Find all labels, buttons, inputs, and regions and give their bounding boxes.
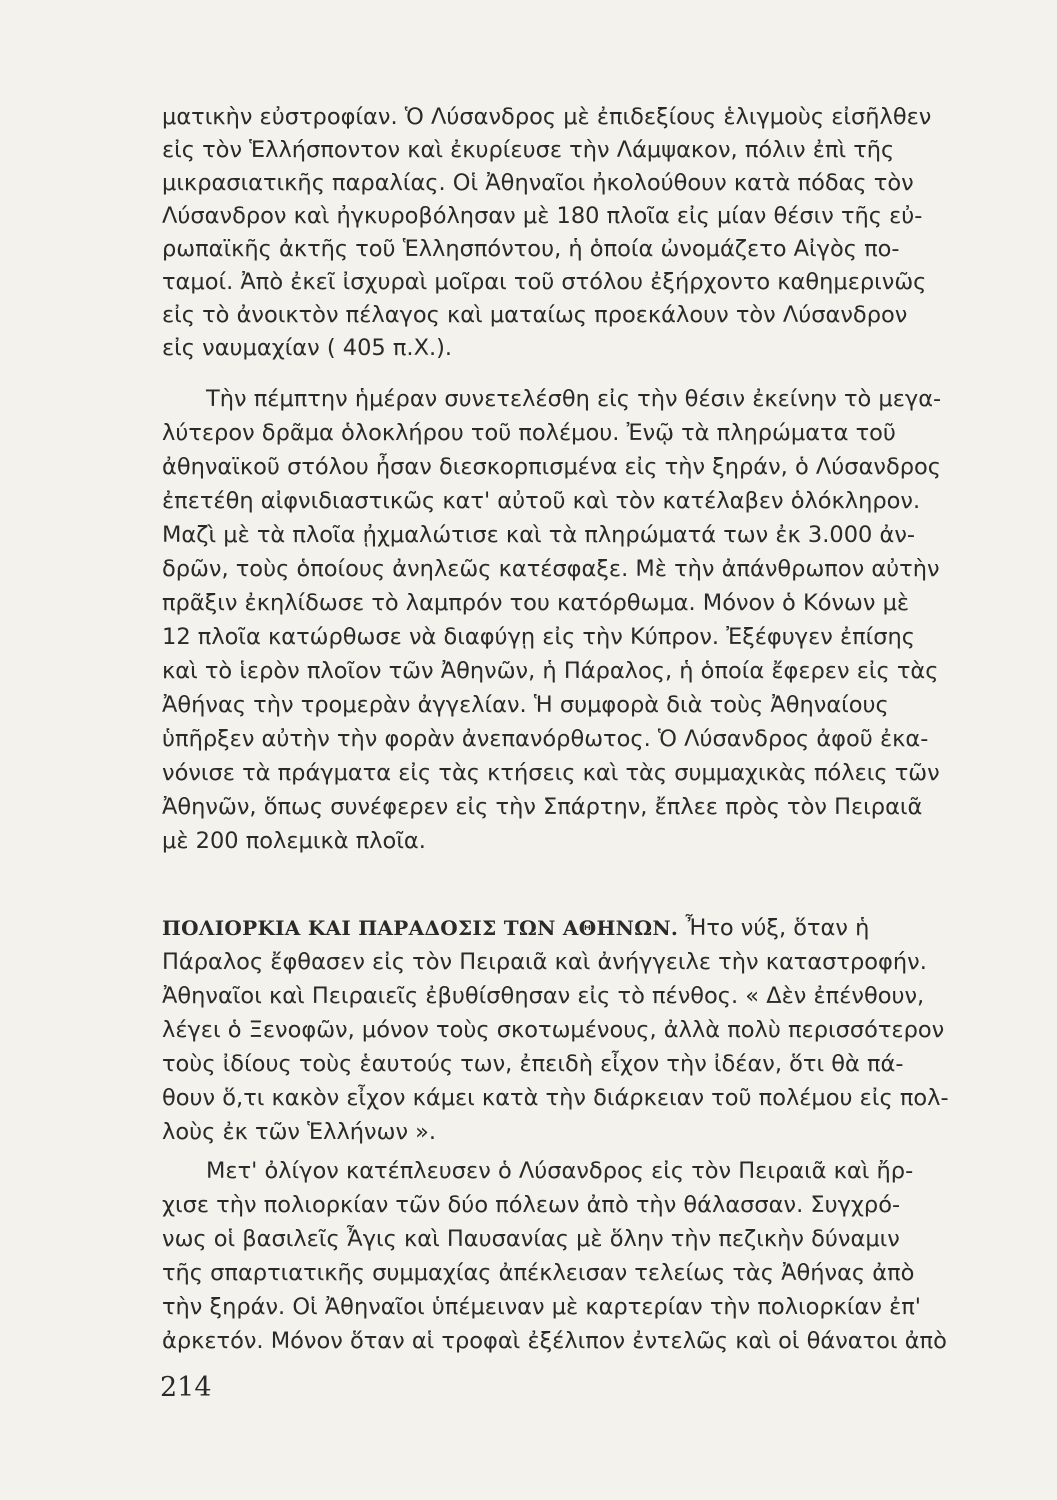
text-line: χισε τὴν πολιορκίαν τῶν δύο πόλεων ἀπὸ τὴν θάλασσαν. Συγχρό- (162, 1192, 901, 1218)
text-line: Μετ' ὀλίγον κατέπλευσεν ὁ Λύσανδρος εἰς τὸν Πειραιᾶ καὶ ἤρ- (206, 1158, 914, 1184)
text-line: νως οἱ βασιλεῖς Ἆγις καὶ Παυσανίας μὲ ὅλην τὴν πεζικὴν δύναμιν (162, 1226, 900, 1252)
text-line: ἀθηναϊκοῦ στόλου ἦσαν διεσκορπισμένα εἰς τὴν ξηράν, ὁ Λύσανδρος (162, 454, 941, 480)
text-line: ὑπῆρξεν αὐτὴν τὴν φορὰν ἀνεπανόρθωτος. Ὁ Λύσανδρος ἀφοῦ ἐκα- (162, 726, 929, 752)
text-line: Ἀθηναῖοι καὶ Πειραιεῖς ἐβυθίσθησαν εἰς τὸ πένθος. « Δὲν ἐπένθουν, (162, 983, 925, 1009)
text-line: λέγει ὁ Ξενοφῶν, μόνον τοὺς σκοτωμένους, ἀλλὰ πολὺ περισσότερον (162, 1017, 945, 1043)
text-line: Λύσανδρον καὶ ἠγκυροβόλησαν μὲ 180 πλοῖα εἰς μίαν θέσιν τῆς εὐ- (162, 203, 923, 229)
text-line: καὶ τὸ ἱερὸν πλοῖον τῶν Ἀθηνῶν, ἡ Πάραλος, ἡ ὁποία ἔφερεν εἰς τὰς (162, 658, 939, 684)
text-line: Ἀθήνας τὴν τρομερὰν ἀγγελίαν. Ἡ συμφορὰ διὰ τοὺς Ἀθηναίους (162, 692, 889, 718)
text-line: ταμοί. Ἀπὸ ἐκεῖ ἰσχυραὶ μοῖραι τοῦ στόλου ἐξήρχοντο καθημερινῶς (162, 269, 927, 295)
text-line: τοὺς ἰδίους τοὺς ἑαυτούς των, ἐπειδὴ εἶχον τὴν ἰδέαν, ὅτι θὰ πά- (162, 1051, 904, 1077)
text-line: τῆς σπαρτιατικῆς συμμαχίας ἀπέκλεισαν τελείως τὰς Ἀθήνας ἀπὸ (162, 1260, 915, 1286)
text-line: 12 πλοῖα κατώρθωσε νὰ διαφύγῃ εἰς τὴν Κύπρον. Ἐξέφυγεν ἐπίσης (162, 624, 916, 650)
text-line: νόνισε τὰ πράγματα εἰς τὰς κτήσεις καὶ τὰς συμμαχικὰς πόλεις τῶν (162, 760, 940, 786)
text-line: ματικὴν εὐστροφίαν. Ὁ Λύσανδρος μὲ ἐπιδεξίους ἑλιγμοὺς εἰσῆλθεν (162, 104, 932, 130)
text-line: εἰς ναυμαχίαν ( 405 π.Χ.). (162, 335, 453, 361)
text-line: Μαζὶ μὲ τὰ πλοῖα ᾐχμαλώτισε καὶ τὰ πληρώματά των ἐκ 3.000 ἀν- (162, 522, 916, 548)
section-heading: ΠΟΛΙΟΡΚΙΑ ΚΑΙ ΠΑΡΑΔΟΣΙΣ ΤΩΝ ΑΘΗΝΩΝ. (162, 916, 679, 940)
text-line: Ἀθηνῶν, ὅπως συνέφερεν εἰς τὴν Σπάρτην, ἔπλεε πρὸς τὸν Πειραιᾶ (162, 794, 923, 820)
text-line: Πάραλος ἔφθασεν εἰς τὸν Πειραιᾶ καὶ ἀνήγγειλε τὴν καταστροφήν. (162, 949, 927, 975)
text-line: ἀρκετόν. Μόνον ὅταν αἱ τροφαὶ ἐξέλιπον ἐντελῶς καὶ οἱ θάνατοι ἀπὸ (162, 1328, 947, 1354)
text-line: πρᾶξιν ἐκηλίδωσε τὸ λαμπρόν του κατόρθωμα. Μόνον ὁ Κόνων μὲ (162, 590, 910, 616)
text-line: ἐπετέθη αἰφνιδιαστικῶς κατ' αὐτοῦ καὶ τὸν κατέλαβεν ὁλόκληρον. (162, 488, 921, 514)
page-number: 214 (160, 1372, 212, 1403)
text-line: εἰς τὸ ἀνοικτὸν πέλαγος καὶ ματαίως προεκάλουν τὸν Λύσανδρον (162, 302, 908, 328)
text-line: λύτερον δρᾶμα ὁλοκλήρου τοῦ πολέμου. Ἐνῷ τὰ πληρώματα τοῦ (162, 420, 896, 446)
text-line: θουν ὅ,τι κακὸν εἶχον κάμει κατὰ τὴν διάρκειαν τοῦ πολέμου εἰς πολ- (162, 1085, 949, 1111)
text-line: μὲ 200 πολεμικὰ πλοῖα. (162, 828, 426, 854)
text-line: λοὺς ἐκ τῶν Ἑλλήνων ». (162, 1119, 437, 1145)
section-heading-line (162, 913, 1002, 943)
text-line: τὴν ξηράν. Οἱ Ἀθηναῖοι ὑπέμειναν μὲ καρτερίαν τὴν πολιορκίαν ἐπ' (162, 1294, 921, 1320)
text-line: μικρασιατικῆς παραλίας. Οἱ Ἀθηναῖοι ἠκολούθουν κατὰ πόδας τὸν (162, 170, 914, 196)
text-fragment: Ἦτο νύξ, ὅταν ἡ (678, 915, 870, 941)
text-line: δρῶν, τοὺς ὁποίους ἀνηλεῶς κατέσφαξε. Μὲ τὴν ἀπάνθρωπον αὐτὴν (162, 556, 940, 582)
text-line: ρωπαϊκῆς ἀκτῆς τοῦ Ἑλλησπόντου, ἡ ὁποία ὠνομάζετο Αἰγὸς πο- (162, 236, 900, 262)
text-line: Τὴν πέμπτην ἡμέραν συνετελέσθη εἰς τὴν θέσιν ἐκείνην τὸ μεγα- (206, 386, 942, 412)
text-line: εἰς τὸν Ἑλλήσποντον καὶ ἐκυρίευσε τὴν Λάμψακον, πόλιν ἐπὶ τῆς (162, 137, 895, 163)
